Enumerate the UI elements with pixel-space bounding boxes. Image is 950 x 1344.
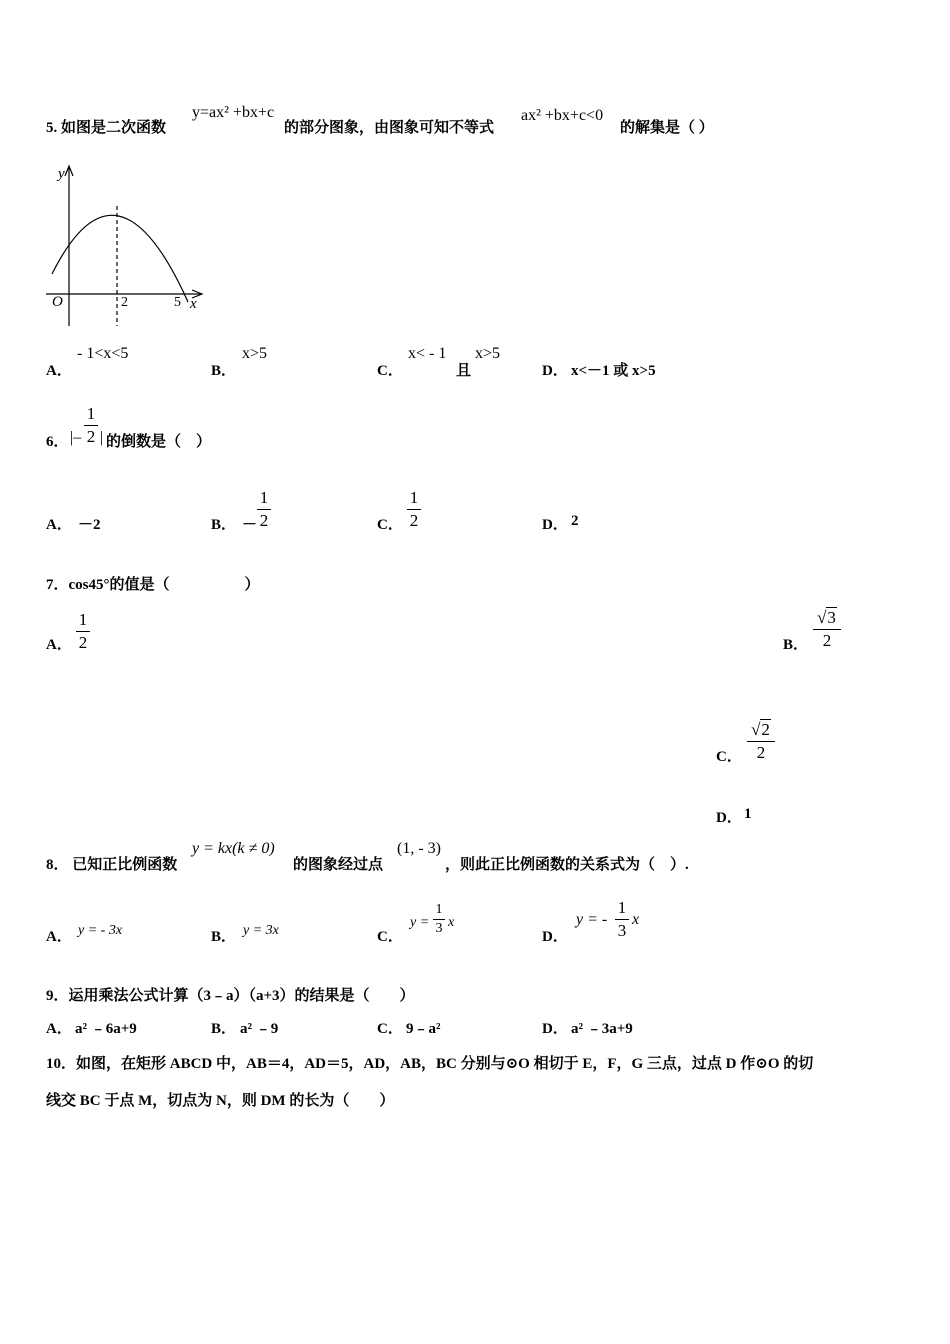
radicand: 2 — [761, 720, 770, 739]
fraction-bar — [76, 631, 90, 632]
q5-option-a-label: A． — [46, 363, 72, 379]
q6-option-a: －2 — [78, 517, 101, 533]
fraction-bar — [813, 629, 841, 630]
denominator: 3 — [435, 921, 443, 936]
tick-5-label: 5 — [174, 295, 181, 310]
q9-option-a: a² ﹣6a+9 — [75, 1021, 137, 1037]
q5-stem — [46, 116, 166, 137]
tick-2-label: 2 — [121, 295, 128, 310]
q8-stem-start — [46, 853, 177, 874]
fraction-bar — [615, 919, 629, 920]
q7-option-a-fraction — [76, 610, 90, 653]
numerator: 1 — [617, 898, 627, 917]
q8-option-d-prefix: y = - — [576, 911, 608, 928]
q6-number: 6． — [46, 434, 69, 450]
numerator — [813, 608, 841, 628]
numerator: 1 — [409, 488, 419, 507]
q8-text-3: ，则此正比例函数的关系式为（ ）. — [445, 857, 689, 873]
numerator: 1 — [435, 902, 443, 917]
q7-option-b-fraction — [813, 608, 841, 651]
q9-option-c: 9﹣a² — [406, 1021, 441, 1037]
q6-denominator: 2 — [86, 427, 96, 446]
fraction-bar — [433, 919, 445, 920]
q7-option-a-label: A． — [46, 637, 72, 653]
q5-option-c-label: C． — [377, 363, 403, 379]
q6-fraction — [84, 404, 98, 447]
sqrt-sign: √ — [751, 720, 761, 739]
fraction-bar — [407, 509, 421, 510]
q5-text-1: 如图是二次函数 — [61, 120, 167, 136]
q6-option-d: 2 — [571, 513, 579, 529]
q6-option-c-label: C． — [377, 517, 403, 533]
q9-option-d: a² ﹣3a+9 — [571, 1021, 633, 1037]
q7-option-c-label: C． — [716, 749, 742, 765]
q5-option-c-part2: x>5 — [475, 345, 501, 362]
q9-option-b-label: B． — [211, 1021, 237, 1037]
q7-stem: 7．cos45°的值是（ ） — [46, 577, 260, 593]
q8-number: 8． — [46, 857, 69, 873]
q10-stem-line2: 线交 BC 于点 M，切点为 N，则 DM 的长为（ ） — [46, 1093, 395, 1109]
q5-text-2: 的部分图象，由图象可知不等式 — [284, 120, 495, 136]
q6-text: 的倒数是（ ） — [106, 434, 212, 450]
q8-text-1: 已知正比例函数 — [72, 857, 178, 873]
q5-option-a: - 1<x<5 — [77, 345, 129, 362]
q5-option-b: x>5 — [242, 345, 268, 362]
q6-option-b-label: B． — [211, 517, 237, 533]
q8-option-b-label: B． — [211, 929, 237, 945]
numerator: 1 — [78, 610, 88, 629]
q5-option-d: x<－1 或 x>5 — [571, 363, 656, 379]
q9-option-b: a² ﹣9 — [240, 1021, 279, 1037]
origin-label: O — [52, 294, 63, 310]
y-label: y — [58, 166, 65, 182]
numerator — [747, 720, 775, 740]
denominator: 2 — [409, 511, 419, 530]
q8-option-d-x: x — [632, 911, 640, 928]
q6-option-d-label: D． — [542, 517, 568, 533]
q8-option-a: y = - 3x — [78, 923, 123, 938]
q9-option-a-label: A． — [46, 1021, 72, 1037]
q7-option-b-label: B． — [783, 637, 809, 653]
q7-option-c-fraction — [747, 720, 775, 763]
fraction-bar — [257, 509, 271, 510]
q6-numerator: 1 — [86, 404, 96, 423]
q8-option-c-fraction — [433, 902, 445, 937]
q8-option-c-x: x — [448, 915, 455, 930]
sqrt-sign: √ — [817, 608, 827, 627]
q10-stem-line1: 10．如图，在矩形 ABCD 中，AB＝4，AD＝5，AD，AB，BC 分别与⊙O 相切于 E，F，G 三点，过点 D 作⊙O 的切 — [46, 1056, 814, 1072]
q8-option-a-label: A． — [46, 929, 72, 945]
q5-text-3: 的解集是（ ） — [620, 120, 714, 136]
q5-function: y=ax² +bx+c — [192, 104, 275, 121]
numerator: 1 — [259, 488, 269, 507]
q5-inequality: ax² +bx+c<0 — [521, 107, 604, 124]
q6-option-c-fraction — [407, 488, 421, 531]
q7-option-d-label: D． — [716, 810, 742, 826]
q6-option-b-sign: － — [242, 517, 258, 533]
parabola-curve — [52, 215, 188, 302]
q5-option-c-and: 且 — [456, 363, 472, 379]
q8-option-d-label: D． — [542, 929, 568, 945]
q7-option-d: 1 — [744, 806, 752, 822]
q5-option-d-label: D． — [542, 363, 568, 379]
q6-abs-right: | — [100, 429, 104, 446]
q5-option-c-part1: x< - 1 — [408, 345, 447, 362]
q6-option-b-fraction — [257, 488, 271, 531]
q5-parabola-graph — [40, 160, 210, 332]
q8-function: y = kx(k ≠ 0) — [192, 840, 275, 857]
q6-abs-left: |– — [70, 429, 82, 446]
denominator: 2 — [756, 743, 766, 762]
q8-point: (1, - 3) — [397, 840, 441, 857]
q8-option-b: y = 3x — [243, 923, 279, 938]
q5-option-b-label: B． — [211, 363, 237, 379]
q9-stem: 9．运用乘法公式计算（3﹣a）（a+3）的结果是（ ） — [46, 988, 415, 1004]
fraction-bar — [747, 741, 775, 742]
q8-option-c-label: C． — [377, 929, 403, 945]
denominator: 3 — [617, 921, 627, 940]
denominator: 2 — [78, 633, 88, 652]
q8-text-2: 的图象经过点 — [293, 857, 384, 873]
denominator: 2 — [259, 511, 269, 530]
q8-option-c-prefix: y = — [410, 915, 430, 930]
q8-option-d-fraction — [615, 898, 629, 941]
radicand: 3 — [827, 608, 836, 627]
q6-fraction-bar — [84, 425, 98, 426]
q5-number: 5. — [46, 120, 58, 136]
q9-option-d-label: D． — [542, 1021, 568, 1037]
denominator: 2 — [822, 631, 832, 650]
q9-option-c-label: C． — [377, 1021, 403, 1037]
q6-option-a-label: A． — [46, 517, 72, 533]
x-label: x — [190, 296, 197, 312]
